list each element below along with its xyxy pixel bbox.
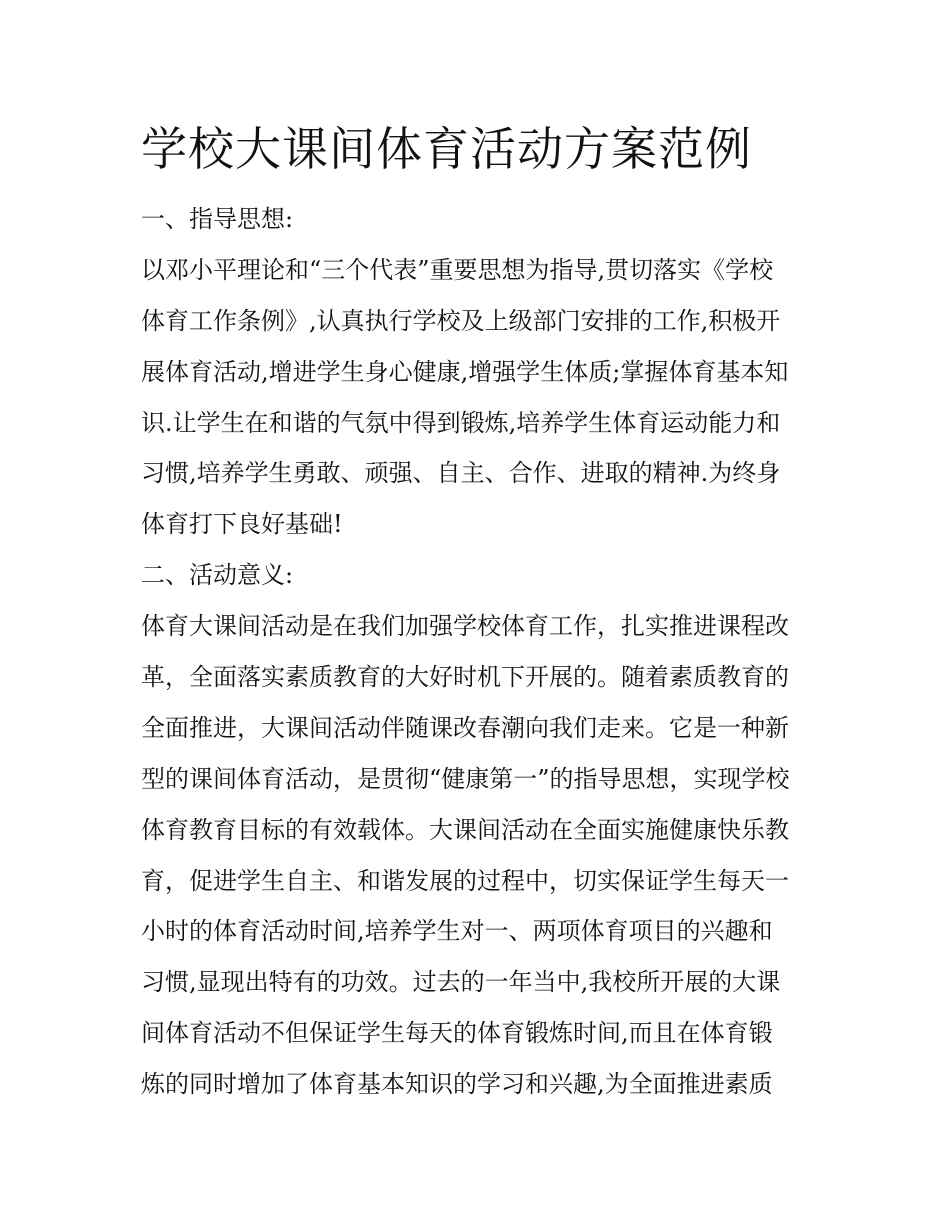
paragraph-line: 炼的同时增加了体育基本知识的学习和兴趣,为全面推进素质 xyxy=(141,1070,773,1099)
paragraph-line: 全面推进，大课间活动伴随课改春潮向我们走来。它是一种新 xyxy=(141,713,789,742)
section-heading-guiding-ideology: 一、指导思想: xyxy=(141,205,294,233)
paragraph-line: 体育大课间活动是在我们加强学校体育工作，扎实推进课程改 xyxy=(141,612,789,641)
paragraph-line: 体育打下良好基础! xyxy=(141,510,343,539)
paragraph-line: 习惯,培养学生勇敢、顽强、自主、合作、进取的精神.为终身 xyxy=(141,459,781,488)
paragraph-line: 体育工作条例》,认真执行学校及上级部门安排的工作,积极开 xyxy=(141,306,781,335)
document-page xyxy=(141,110,821,1110)
paragraph-line: 型的课间体育活动，是贯彻“健康第一”的指导思想，实现学校 xyxy=(141,764,790,793)
paragraph-line: 体育教育目标的有效载体。大课间活动在全面实施健康快乐教 xyxy=(141,815,789,844)
paragraph-line: 识.让学生在和谐的气氛中得到锻炼,培养学生体育运动能力和 xyxy=(141,408,781,437)
paragraph-line: 以邓小平理论和“三个代表”重要思想为指导,贯切落实《学校 xyxy=(141,255,774,284)
paragraph-line: 小时的体育活动时间,培养学生对一、两项体育项目的兴趣和 xyxy=(141,917,773,946)
section-heading-activity-significance: 二、活动意义: xyxy=(141,561,294,590)
paragraph-line: 展体育活动,增进学生身心健康,增强学生体质;掌握体育基本知 xyxy=(141,357,789,386)
paragraph-line: 革，全面落实素质教育的大好时机下开展的。随着素质教育的 xyxy=(141,663,789,692)
paragraph-line: 间体育活动不但保证学生每天的体育锻炼时间,而且在体育锻 xyxy=(141,1019,773,1048)
document-title: 学校大课间体育活动方案范例 xyxy=(141,122,752,176)
paragraph-line: 习惯,显现出特有的功效。过去的一年当中,我校所开展的大课 xyxy=(141,968,781,997)
paragraph-line: 育，促进学生自主、和谐发展的过程中，切实保证学生每天一 xyxy=(141,866,789,895)
